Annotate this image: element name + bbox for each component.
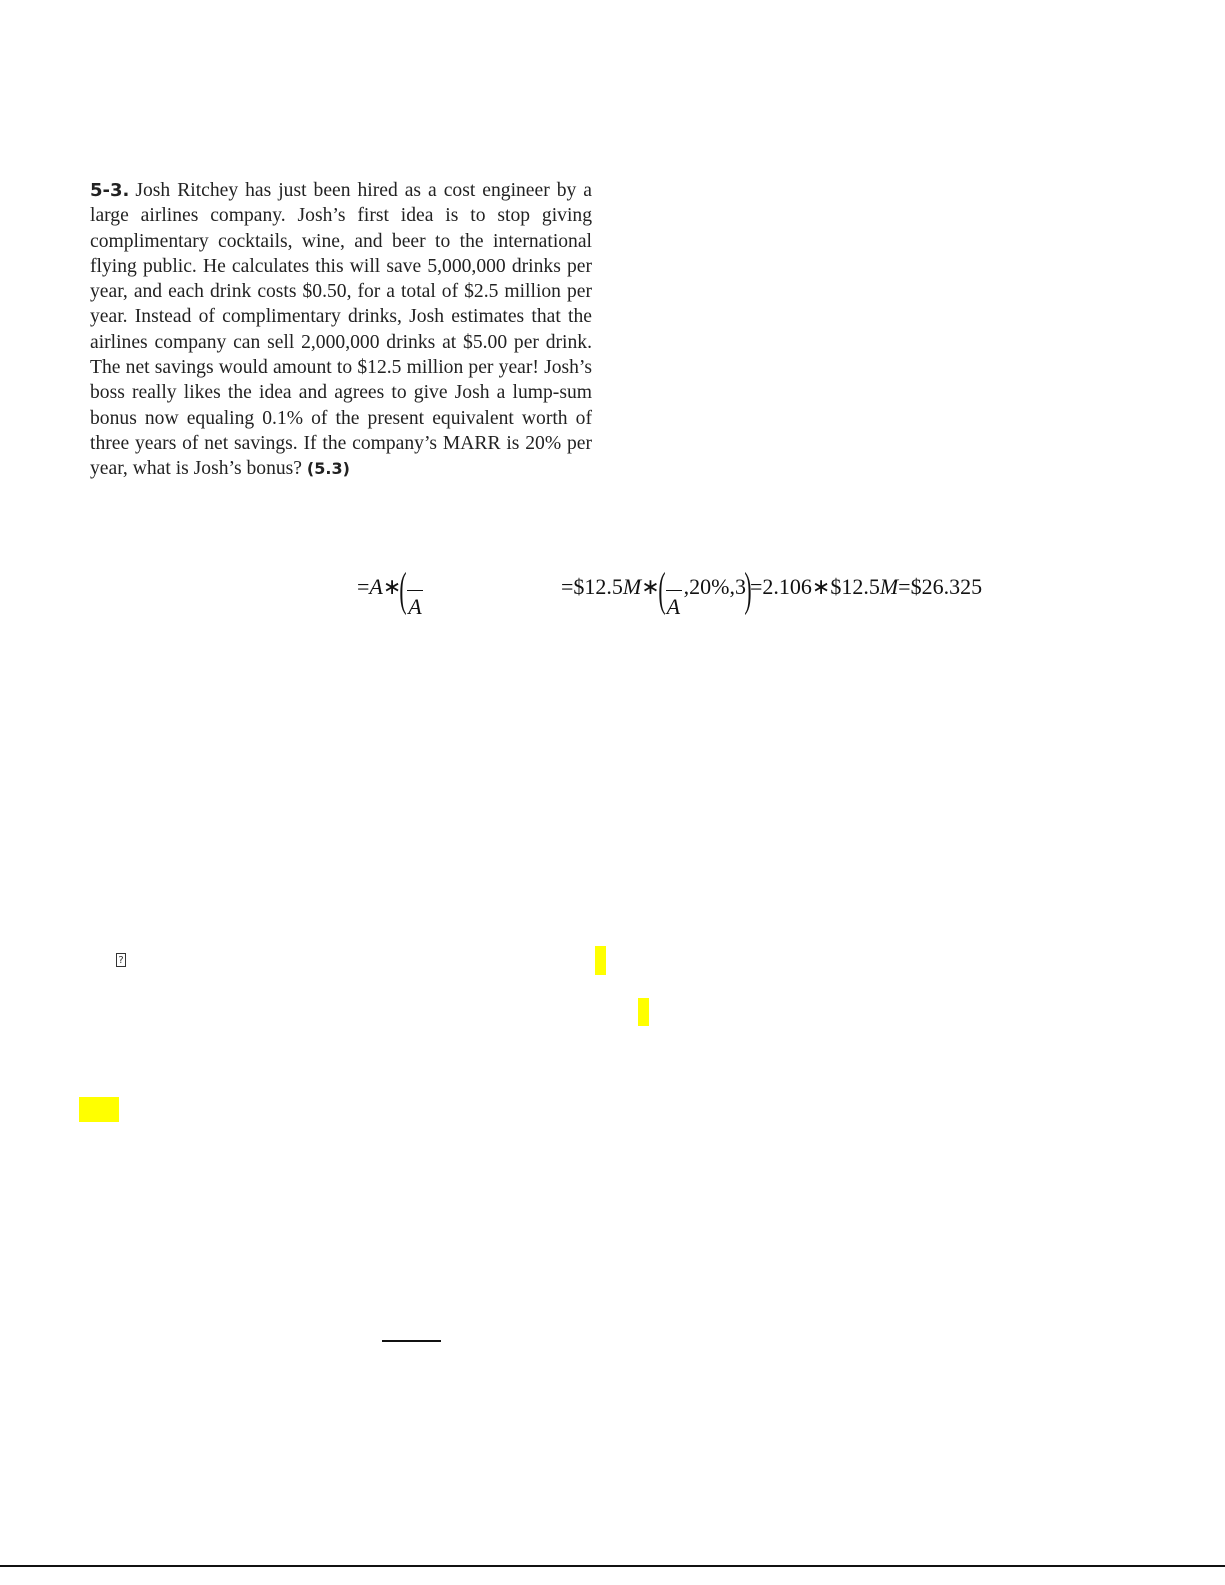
equation-partial [357,563,425,624]
equation-result: =$26.325 [898,574,983,599]
page-bottom-rule [0,1565,1225,1567]
problem-statement [90,178,592,482]
equation-result-prefix: =2.106∗$12.5 [749,574,880,599]
missing-glyph-icon: ? [116,953,126,967]
section-reference: (5.3) [306,459,350,479]
open-paren: ( [658,563,666,616]
fraction-bar [407,590,423,591]
factor-fraction [405,574,425,622]
open-paren: ( [399,563,407,616]
problem-text: Josh Ritchey has just been hired as a cost engineer by a large airlines company. Josh’s first idea is to stop giving complimentary cocktails, wine, and beer to the international flying public. He calculates this will save 5,000,000 drinks per year, and each drink costs $0.50, for a total of $2.5 million per year. Instead of complimentary drinks, Josh estimates that the airlines company can sell 2,000,000 drinks at $5.00 per drink. The net savings would amount to $12.5 million per year! Josh’s boss really likes the idea and agrees to give Josh a lump-sum bonus now equaling 0.1% of the present equivalent worth of three years of net savings. If the company’s MARR is 20% per year, what is Josh’s bonus? [90,180,592,480]
fraction-denominator: A [666,594,681,619]
equation-equals: = [357,574,370,599]
equation-unit: M [622,574,642,599]
problem-number: 5-3. [90,180,130,201]
underline-rule [382,1340,441,1342]
fraction-denominator: A [408,594,422,619]
highlight-mark [595,946,606,975]
factor-fraction [664,574,684,622]
highlight-mark [638,998,649,1026]
equation-amount: =$12.5 [561,574,623,599]
fraction-bar [666,590,682,591]
close-paren: ) [744,563,752,616]
equation-operator: ∗ [641,574,660,599]
factor-arguments: ,20%,3 [683,574,746,599]
equation-operator: ∗ [382,574,402,599]
equation-variable: A [369,574,383,599]
equation-result-unit: M [879,574,899,599]
equation-full [561,563,983,624]
highlight-mark [79,1097,119,1122]
